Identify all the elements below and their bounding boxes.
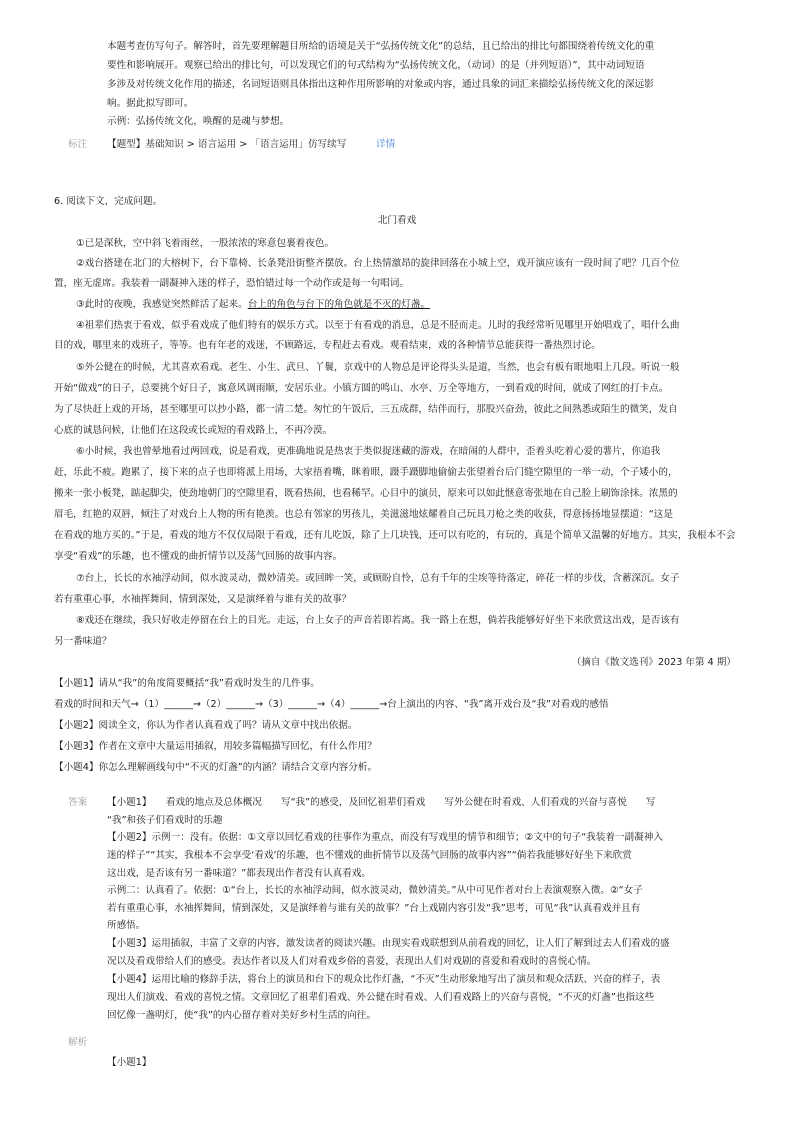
- answer-3: 况以及看戏带给人们的感受。表达作者以及人们对看戏乡俗的喜爱，表现出人们对戏剧的喜爱和看戏时的喜悦心情。: [107, 956, 597, 967]
- paragraph-4: ④祖辈们热衷于看戏，似乎看戏成了他们特有的娱乐方式。以至于有看戏的消息，总是不胫而走。儿时的我经常听见哪里开始唱戏了，唱什么曲: [76, 320, 680, 331]
- analysis-line: 要性和影响展开。观察已给出的排比句，可以发现它们的句式结构为“弘扬传统文化，（动词）的是（并列短语）”，其中动词短语: [107, 60, 645, 71]
- paragraph-6: ⑥小时候，我也曾晕地看过两回戏，说是看戏，更准确地说是热衷于类似捉迷藏的游戏，在暗闹的人群中，歪着头吃着心爱的薯片，你追我: [76, 446, 661, 457]
- paragraph-6: 享受“看戏”的乐趣，也不懂戏的曲折情节以及荡气回肠的故事内容。: [54, 551, 343, 562]
- paragraph-6: 搬来一张小板凳，踮起脚尖，使劲地朝门的空隙里看，既看热闹，也看稀罕。心目中的演员，原来可以如此惬意寄张地在自己脸上刷饰涂抹。浓黑的: [54, 488, 678, 499]
- analysis-line: 响。据此拟写即可。: [107, 98, 194, 109]
- analysis-line: 本题考查仿写句子。解答时，首先要理解题目所给的语境是关于“弘扬传统文化”的总结，且已给出的排比句都围绕着传统文化的重: [107, 41, 655, 52]
- subquestion-2: 【小题2】阅读全文，你认为作者认真看戏了吗？请从文章中找出依据。: [54, 720, 358, 731]
- paragraph-4: 目的戏，哪里来的戏班子，等等。也有年老的戏迷，不顾路远，专程赶去看戏。观看结束，戏的各种情节总能获得一番热烈讨论。: [54, 340, 601, 351]
- paragraph-2: ②戏台搭建在北门的大榕树下，台下靠椅、长条凳沿街整齐摆放。台上热情激昂的旋律回落在小城上空，戏开演应该有一段时间了吧？几百个位: [76, 258, 680, 269]
- passage-title: 北门看戏: [377, 215, 417, 226]
- source-note: （摘自《散文选刊》2023 年第 4 期）: [571, 657, 736, 668]
- answer-3: 【小题3】运用插叙，丰富了文章的内容，激发读者的阅读兴趣。由现实看戏联想到从前看戏的回忆，让人们了解到过去人们看戏的盛: [107, 938, 670, 949]
- paragraph-6: 赶，乐此不疲。跑累了，接下来的点子也即将派上用场，大家捂着嘴，眯着眼，蹑手蹑脚地偷偷去张望着台后门缝空隙里的一举一动，个子矮小的，: [54, 467, 678, 478]
- underlined-sentence: 台上的角色与台下的角色就是不灭的灯盏。: [247, 299, 430, 310]
- answer-2: 【小题2】示例一：没有。依据：①文章以回忆看戏的往事作为重点，而没有写戏里的情节和细节；②文中的句子“我装着一副凝神入: [107, 832, 663, 843]
- answer-2: 所感悟。: [107, 920, 146, 931]
- details-link[interactable]: 详情: [376, 139, 396, 150]
- tag-text: 【题型】基础知识 > 语言运用 > 「语言运用」仿写续写: [107, 139, 347, 150]
- answer-4: 【小题4】运用比喻的修辞手法，将台上的演员和台下的观众比作灯盏，“不灭”生动形象地写出了演员和观众活跃、兴奋的样子，表: [107, 974, 661, 985]
- paragraph-5: ⑤外公健在的时候，尤其喜欢看戏。老生、小生、武旦、丫鬟，京戏中的人物总是评论得头头是道，当然，也会有板有眼地唱上几段。听说一般: [76, 362, 680, 373]
- paragraph-6: 眉毛，红艳的双唇，倾注了对戏台上人物的所有艳羡。也总有邻家的男孩儿，美滋滋地炫耀着自己玩具刀枪之类的收获，得意扬扬地显摆道：“这是: [54, 509, 673, 520]
- question-heading: 6. 阅读下文，完成问题。: [54, 196, 163, 207]
- answer-2: 示例二：认真看了。依据：①“台上，长长的水袖浮动间，似水波灵动，微妙清美。”从中可见作者对台上表演观察入微。②“女子: [107, 885, 643, 896]
- paragraph-5: 开始“做戏”的日子，总要挑个好日子，寓意风调雨顺，安居乐业。小镇方圆的鸣山、水亭、万全等地方，一到看戏的时间，就成了网红的打卡点。: [54, 383, 669, 394]
- subquestion-3: 【小题3】作者在文章中大量运用插叙，用较多篇幅描写回忆，有什么作用？: [54, 741, 377, 752]
- subquestion-1-flow: 看戏的时间和天气→（1）______→（2）______→（3）______→（4）______→台上演出的内容、“我”离开戏台及“我”对看戏的感悟: [54, 699, 609, 710]
- example-line: 示例：弘扬传统文化，唤醒的是魂与梦想。: [107, 116, 290, 127]
- answer-2: 这出戏，是否该有另一番味道？”都表现出作者没有认真看戏。: [107, 868, 372, 879]
- answer-2: 迷的样子”“其实，我根本不会享受‘看戏’的乐趣，也不懂戏的曲折情节以及荡气回肠的故事内容”“倘若我能够好好坐下来欣赏: [107, 850, 632, 861]
- paragraph-1: ①已是深秋，空中斜飞着雨丝，一股浓浓的寒意包裹着夜色。: [76, 238, 335, 249]
- analysis-first-line: 【小题1】: [107, 1057, 152, 1068]
- paragraph-5: 为了尽快赶上戏的开场，甚至哪里可以抄小路，都一清二楚。匆忙的午饭后，三五成群，结伴而行，那股兴奋劲，彼此之间熟悉或陌生的微笑，发自: [54, 404, 678, 415]
- subquestion-1: 【小题1】请从“我”的角度简要概括“我”看戏时发生的几件事。: [54, 678, 320, 689]
- analysis-line: 多涉及对传统文化作用的描述，名词短语则具体指出这种作用所影响的对象或内容，通过具象的词汇来描绘弘扬传统文化的深远影: [107, 79, 654, 90]
- paragraph-3: [76, 299, 430, 311]
- paragraph-5: 心底的诚恳问候，让他们在这段或长或短的看戏路上，不再冷漠。: [54, 425, 333, 436]
- answer-2: 若有重重心事，水袖挥舞间，情到深处，又是演绎着与谁有关的故事？”台上戏剧内容引发“我”思考，可见“我”认真看戏并且有: [107, 903, 641, 914]
- answer-1: 【小题1】 看戏的地点及总体概况 写“我”的感受，及回忆祖辈们看戏 写外公健在时看戏、人们看戏的兴奋与喜悦 写: [107, 797, 656, 808]
- answer-4: 现出人们演戏、看戏的喜悦之情。文章回忆了祖辈们看戏、外公健在时看戏、人们看戏路上的兴奋与喜悦，“不灭的灯盏”也指这些: [107, 992, 655, 1003]
- paragraph-3-text: ③此时的夜晚，我感觉突然鲜活了起来。: [76, 299, 248, 310]
- paragraph-8: 另一番味道？: [54, 636, 112, 647]
- answer-4: 回忆像一盏明灯，使“我”的内心留存着对美好乡村生活的向往。: [107, 1010, 376, 1021]
- subquestion-4: 【小题4】你怎么理解画线句中“不灭的灯盏”的内涵？请结合文章内容分析。: [54, 762, 378, 773]
- paragraph-7: 若有重重心事，水袖挥舞间，情到深处，又是演绎着与谁有关的故事？: [54, 594, 352, 605]
- paragraph-7: ⑦台上，长长的水袖浮动间，似水波灵动，微妙清美。或回眸一笑，或顾盼自怜，总有千年的尘埃等待落定，碎花一样的步伐，含蓄深沉。女子: [76, 573, 680, 584]
- paragraph-2: 置，座无虚席。我装着一副凝神入迷的样子，恐怕错过每一个动作或是每一句唱词。: [54, 278, 409, 289]
- answer-label: 答案: [68, 797, 88, 808]
- paragraph-8: ⑧戏还在继续，我只好收走停留在台上的目光。走远，台上女子的声音若即若离。我一路上在想，倘若我能够好好坐下来欣赏这出戏，是否该有: [76, 615, 680, 626]
- tag-label: 标注: [68, 139, 88, 150]
- paragraph-6: 在看戏的地方买的。”于是，看戏的地方不仅仅局限于看戏，还有儿吃饭，除了上几块钱，还可以有吃的，有玩的，真是个简单又温馨的好地方。其实，我根本不会: [54, 530, 736, 541]
- answer-1: “我”和孩子们看戏时的乐趣: [107, 815, 223, 826]
- analysis-label: 解析: [68, 1037, 88, 1048]
